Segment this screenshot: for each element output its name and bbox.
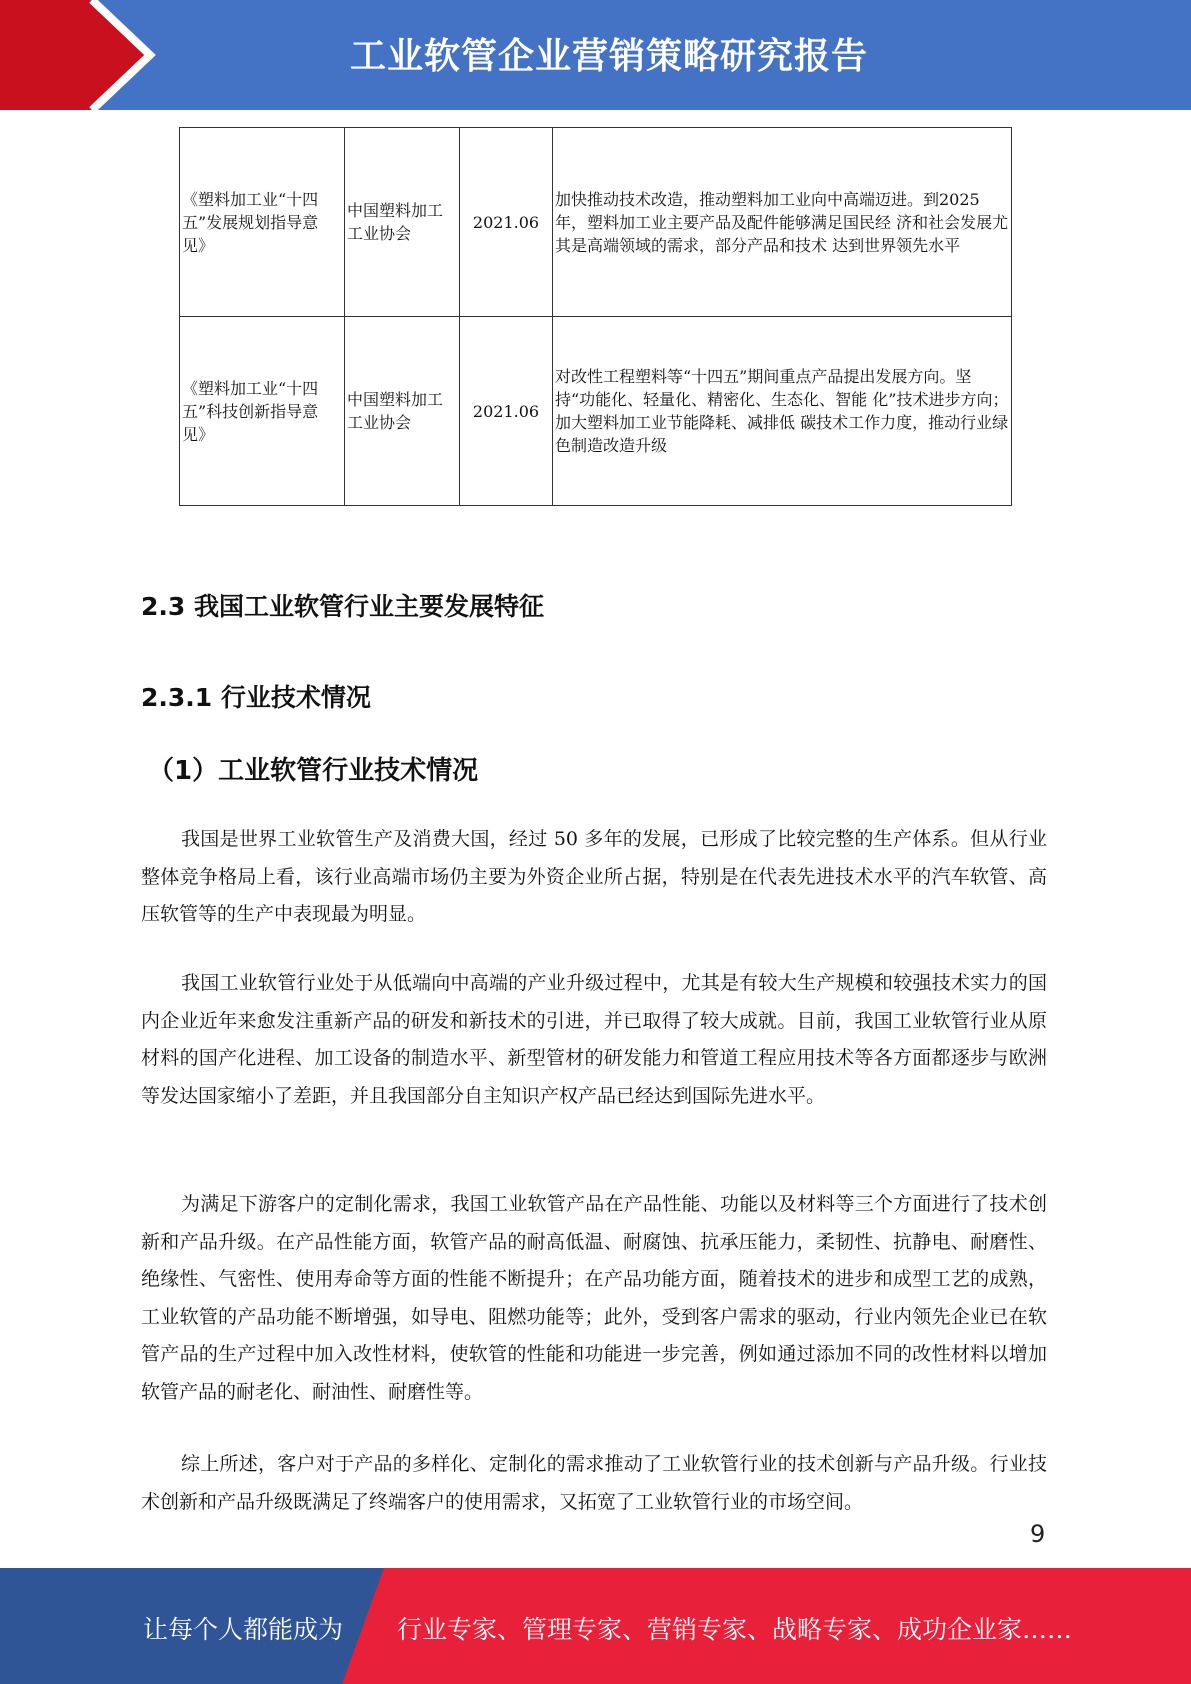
page-number: 9 <box>1030 1520 1046 1548</box>
page-footer <box>0 1568 1191 1684</box>
table-row <box>180 317 1012 506</box>
section-heading: 2.3 我国工业软管行业主要发展特征 <box>141 592 544 621</box>
body-paragraph: 为满足下游客户的定制化需求，我国工业软管产品在产品性能、功能以及材料等三个方面进行了技术创新和产品升级。在产品性能方面，软管产品的耐高低温、耐腐蚀、抗承压能力，柔韧性、抗静电、耐磨性、绝缘性、气密性、使用寿命等方面的性能不断提升；在产品功能方面，随着技术的进步和成型工艺的成熟，工业软管的产品功能不断增强，如导电、阻燃功能等；此外，受到客户需求的驱动，行业内领先企业已在软管产品的生产过程中加入改性材料，使软管的性能和功能进一步完善，例如通过添加不同的改性材料以增加软管产品的耐老化、耐油性、耐磨性等。 <box>141 1193 1047 1403</box>
topic-heading: （1）工业软管行业技术情况 <box>148 756 479 786</box>
table-row <box>180 128 1012 317</box>
date-cell: 2021.06 <box>460 128 553 317</box>
policy-table <box>179 127 1012 506</box>
issuer-cell: 中国塑料加工工业协会 <box>345 128 460 317</box>
issuer-cell: 中国塑料加工工业协会 <box>345 317 460 506</box>
body-paragraph: 综上所述，客户对于产品的多样化、定制化的需求推动了工业软管行业的技术创新与产品升级。行业技术创新和产品升级既满足了终端客户的使用需求，又拓宽了工业软管行业的市场空间。 <box>141 1453 1047 1513</box>
header-red-arrow <box>0 0 148 110</box>
description-cell: 加快推动技术改造，推动塑料加工业向中高端迈进。到2025年，塑料加工业主要产品及配件能够满足国民经 济和社会发展尤其是高端领域的需求，部分产品和技术 达到世界领先水平 <box>553 128 1012 317</box>
footer-slogan-right: 行业专家、管理专家、营销专家、战略专家、成功企业家…… <box>397 1615 1073 1644</box>
subsection-heading: 2.3.1 行业技术情况 <box>141 683 371 712</box>
policy-name-cell: 《塑料加工业“十四五”科技创新指导意见》 <box>180 317 345 506</box>
report-title: 工业软管企业营销策略研究报告 <box>350 36 869 77</box>
description-cell: 对改性工程塑料等“十四五”期间重点产品提出发展方向。坚持“功能化、轻量化、精密化、生态化、智能 化”技术进步方向；加大塑料加工业节能降耗、减排低 碳技术工作力度，推动行业绿色制造改造升级 <box>553 317 1012 506</box>
body-paragraph: 我国工业软管行业处于从低端向中高端的产业升级过程中，尤其是有较大生产规模和较强技术实力的国内企业近年来愈发注重新产品的研发和新技术的引进，并已取得了较大成就。目前，我国工业软管行业从原材料的国产化进程、加工设备的制造水平、新型管材的研发能力和管道工程应用技术等各方面都逐步与欧洲等发达国家缩小了差距，并且我国部分自主知识产权产品已经达到国际先进水平。 <box>141 972 1047 1107</box>
footer-slogan-left: 让每个人都能成为 <box>143 1615 344 1644</box>
body-paragraph: 我国是世界工业软管生产及消费大国，经过 50 多年的发展，已形成了比较完整的生产体系。但从行业整体竞争格局上看，该行业高端市场仍主要为外资企业所占据，特别是在代表先进技术水平的汽车软管、高压软管等的生产中表现最为明显。 <box>141 828 1047 925</box>
page-header <box>0 0 1191 110</box>
policy-name-cell: 《塑料加工业“十四五”发展规划指导意见》 <box>180 128 345 317</box>
date-cell: 2021.06 <box>460 317 553 506</box>
